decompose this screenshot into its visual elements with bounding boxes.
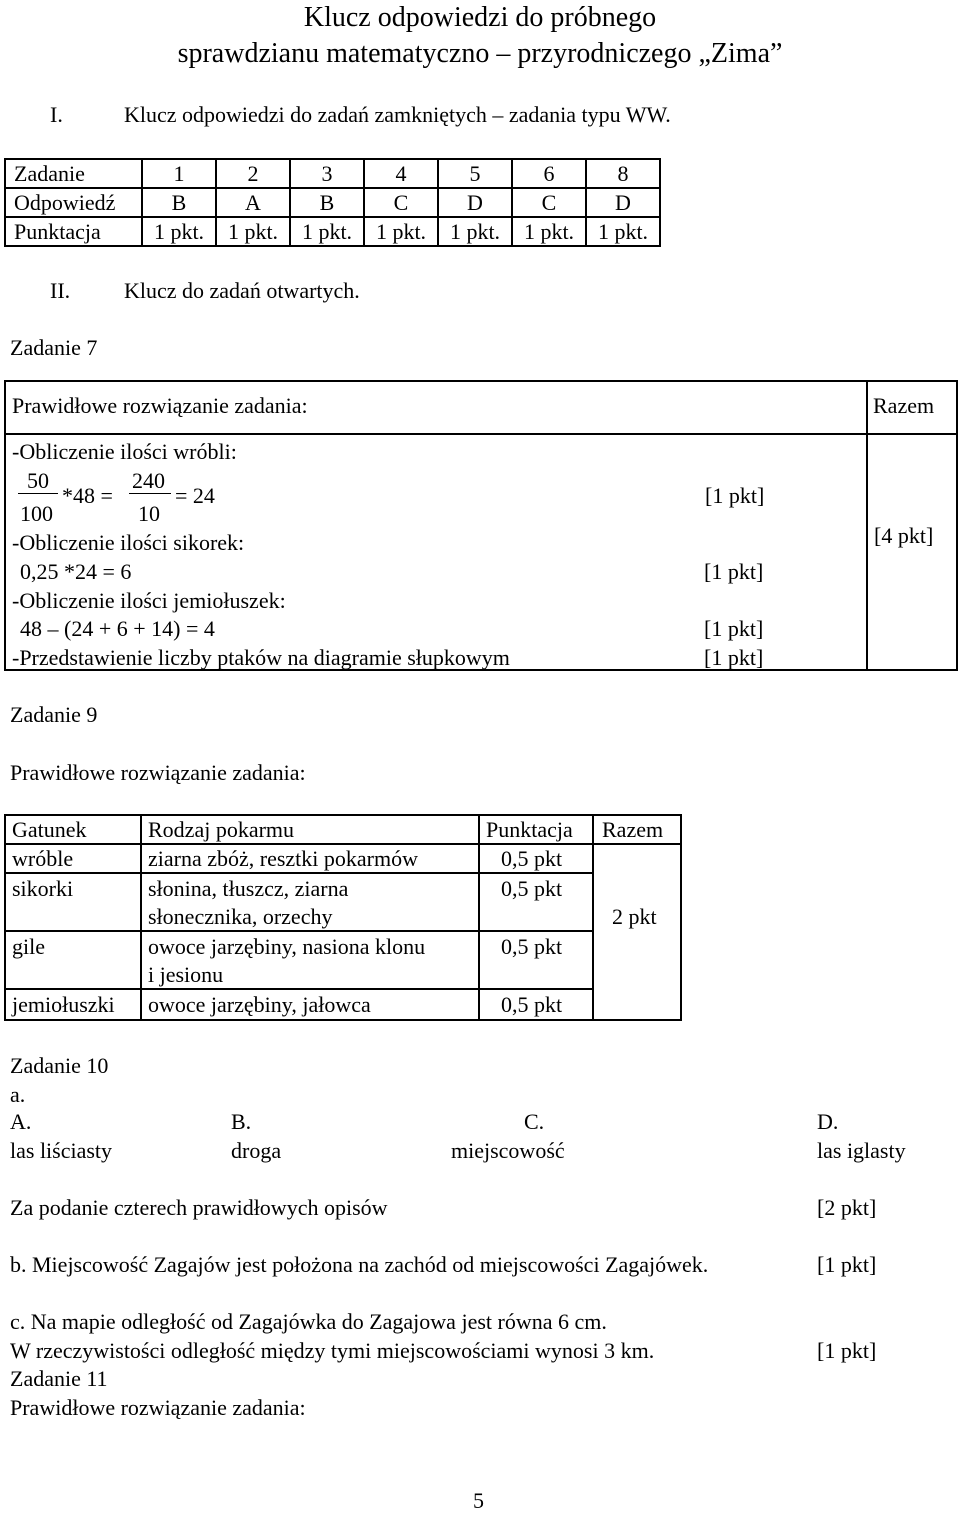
table-cell: Zadanie xyxy=(5,159,142,188)
points: 0,5 pkt xyxy=(501,846,563,871)
task-7-solution-header: Prawidłowe rozwiązanie zadania: xyxy=(12,393,308,418)
column-header-food: Rodzaj pokarmu xyxy=(148,817,295,842)
task-10-b: b. Miejscowość Zagajów jest położona na zachód od miejscowości Zagajówek. xyxy=(10,1252,709,1277)
task-9-total: 2 pkt xyxy=(612,904,657,929)
food: owoce jarzębiny, jałowca xyxy=(148,992,371,1017)
food: ziarna zbóż, resztki pokarmów xyxy=(148,846,418,871)
task-7-line-2: -Obliczenie ilości sikorek: xyxy=(12,530,245,555)
table-cell: 4 xyxy=(364,159,438,188)
table-cell: 3 xyxy=(290,159,364,188)
task-7-title: Zadanie 7 xyxy=(10,335,98,360)
table-divider xyxy=(4,433,958,435)
table-cell: 6 xyxy=(512,159,586,188)
table-row xyxy=(5,159,660,188)
task-7-line-1: -Obliczenie ilości wróbli: xyxy=(12,439,237,464)
letter-a: A. xyxy=(10,1109,32,1134)
task-7-calc-3: 48 – (24 + 6 + 14) = 4 xyxy=(20,616,215,641)
task-10-part-a: a. xyxy=(10,1082,26,1107)
task-7-line-4: -Przedstawienie liczby ptaków na diagramie słupkowym xyxy=(12,645,510,670)
task-7-total-header: Razem xyxy=(873,393,935,418)
table-cell: C xyxy=(364,188,438,217)
species: sikorki xyxy=(12,876,74,901)
task-11-title: Zadanie 11 xyxy=(10,1366,108,1391)
letter-d: D. xyxy=(817,1109,839,1134)
task-7-calc-2: 0,25 *24 = 6 xyxy=(20,559,132,584)
points: 0,5 pkt xyxy=(501,934,563,959)
fraction-2-bar xyxy=(129,493,171,494)
answer-b: droga xyxy=(231,1138,282,1163)
table-cell: B xyxy=(142,188,216,217)
table-cell: D xyxy=(586,188,660,217)
table-cell: 2 xyxy=(216,159,290,188)
table-cell: Odpowiedź xyxy=(5,188,142,217)
table-cell: 5 xyxy=(438,159,512,188)
food-continued: słonecznika, orzechy xyxy=(148,904,333,929)
title-line-2: sprawdzianu matematyczno – przyrodniczego „Zima” xyxy=(177,38,783,69)
table-cell: 1 pkt. xyxy=(290,217,364,246)
task-9-title: Zadanie 9 xyxy=(10,702,98,727)
species: gile xyxy=(12,934,45,959)
points-4: [1 pkt] xyxy=(704,645,764,670)
table-divider xyxy=(4,988,594,990)
table-cell: C xyxy=(512,188,586,217)
page-number: 5 xyxy=(473,1488,484,1513)
column-header-total: Razem xyxy=(602,817,664,842)
points: 0,5 pkt xyxy=(501,992,563,1017)
table-divider xyxy=(4,872,594,874)
task-10-b-score: [1 pkt] xyxy=(817,1252,877,1277)
table-cell: 1 xyxy=(142,159,216,188)
table-cell: Punktacja xyxy=(5,217,142,246)
points: 0,5 pkt xyxy=(501,876,563,901)
equation-result: = 24 xyxy=(175,483,215,508)
points-1: [1 pkt] xyxy=(705,483,765,508)
task-10-title: Zadanie 10 xyxy=(10,1053,109,1078)
table-cell: 8 xyxy=(586,159,660,188)
answer-a: las liściasty xyxy=(10,1138,113,1163)
points-3: [1 pkt] xyxy=(704,616,764,641)
food: owoce jarzębiny, nasiona klonu xyxy=(148,934,426,959)
table-row xyxy=(5,188,660,217)
table-divider xyxy=(866,380,868,671)
fraction-1-bar xyxy=(18,493,58,494)
section-1-heading: Klucz odpowiedzi do zadań zamkniętych – zadania typu WW. xyxy=(124,102,671,127)
title-line-1: Klucz odpowiedzi do próbnego xyxy=(303,2,657,33)
section-2-number: II. xyxy=(50,278,71,303)
table-cell: 1 pkt. xyxy=(364,217,438,246)
task-10-c-line-1: c. Na mapie odległość od Zagajówka do Zagajowa jest równa 6 cm. xyxy=(10,1309,607,1334)
column-header-species: Gatunek xyxy=(12,817,87,842)
table-divider xyxy=(4,843,682,845)
fraction-1-numerator: 50 xyxy=(27,468,49,493)
table-cell: A xyxy=(216,188,290,217)
table-row xyxy=(5,217,660,246)
section-2-heading: Klucz do zadań otwartych. xyxy=(124,278,360,303)
table-cell: 1 pkt. xyxy=(512,217,586,246)
task-9-solution-header: Prawidłowe rozwiązanie zadania: xyxy=(10,760,306,785)
section-1-number: I. xyxy=(50,102,63,127)
table-cell: 1 pkt. xyxy=(586,217,660,246)
task-10-c-score: [1 pkt] xyxy=(817,1338,877,1363)
species: jemiołuszki xyxy=(12,992,115,1017)
table-cell: 1 pkt. xyxy=(142,217,216,246)
letter-c: C. xyxy=(524,1109,545,1134)
task-10-c-line-2: W rzeczywistości odległość między tymi miejscowościami wynosi 3 km. xyxy=(10,1338,655,1363)
food-continued: i jesionu xyxy=(148,962,224,987)
fraction-1-denominator: 100 xyxy=(20,501,53,526)
fraction-2-numerator: 240 xyxy=(132,468,165,493)
closed-answers-table xyxy=(4,158,661,247)
table-cell: B xyxy=(290,188,364,217)
species: wróble xyxy=(12,846,74,871)
column-header-points: Punktacja xyxy=(486,817,573,842)
table-cell: 1 pkt. xyxy=(216,217,290,246)
task-11-solution-header: Prawidłowe rozwiązanie zadania: xyxy=(10,1395,306,1420)
answer-c: miejscowość xyxy=(451,1138,565,1163)
fraction-2-denominator: 10 xyxy=(138,501,160,526)
table-divider xyxy=(4,930,594,932)
answer-d: las iglasty xyxy=(817,1138,906,1163)
table-cell: D xyxy=(438,188,512,217)
letter-b: B. xyxy=(231,1109,252,1134)
multiplication: *48 = xyxy=(62,483,113,508)
task-10-score: [2 pkt] xyxy=(817,1195,877,1220)
task-7-total: [4 pkt] xyxy=(874,523,934,548)
task-10-score-text: Za podanie czterech prawidłowych opisów xyxy=(10,1195,388,1220)
table-cell: 1 pkt. xyxy=(438,217,512,246)
food: słonina, tłuszcz, ziarna xyxy=(148,876,349,901)
points-2: [1 pkt] xyxy=(704,559,764,584)
task-7-line-3: -Obliczenie ilości jemiołuszek: xyxy=(12,588,286,613)
